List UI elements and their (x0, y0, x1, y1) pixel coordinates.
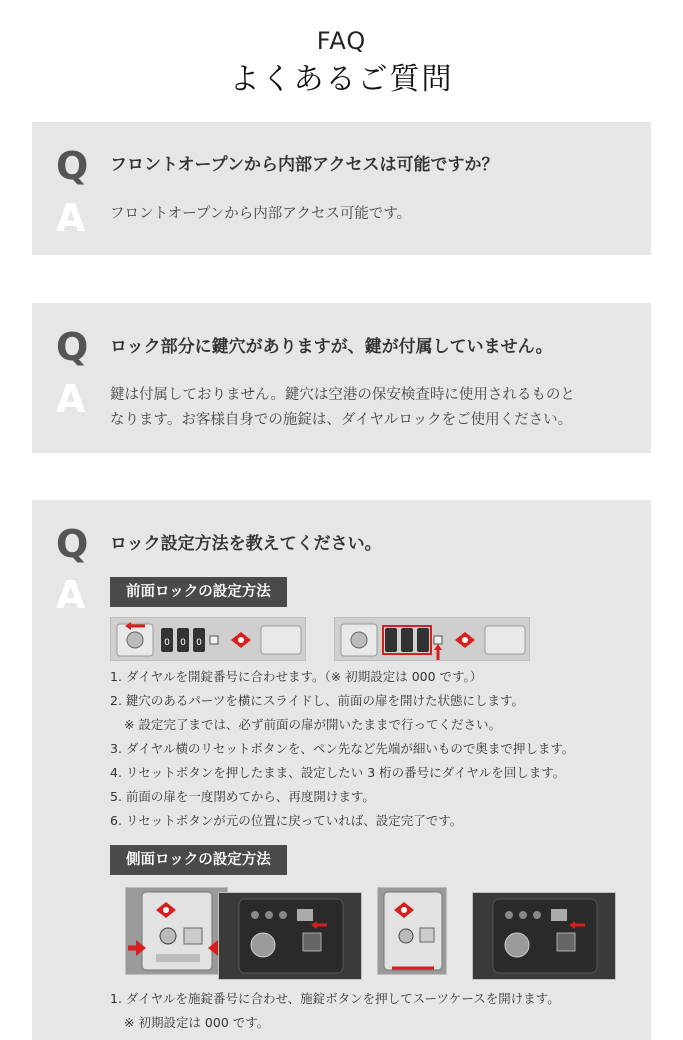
dial-digit: 0 (196, 638, 202, 648)
question-text: ロック部分に鍵穴がありますが、鍵が付属していません。 (110, 337, 553, 357)
front-lock-photo-1 (110, 617, 306, 661)
side-lock-photo-2 (218, 892, 362, 980)
answer-line: 鍵は付属しておりません。鍵穴は空港の保安検査時に使用されるものと (110, 387, 575, 403)
front-lock-steps (110, 665, 640, 833)
side-lock-steps (110, 987, 640, 1035)
faq-card-3 (32, 500, 651, 1040)
answer-line: なります。お客様自身での施錠は、ダイヤルロックをご使用ください。 (110, 412, 573, 428)
step-item: 1. ダイヤルを施錠番号に合わせ、施錠ボタンを押してスーツケースを開けます。 (110, 991, 560, 1006)
front-lock-label: 前面ロックの設定方法 (110, 577, 287, 607)
q-letter: Q (56, 325, 89, 369)
side-lock-label: 側面ロックの設定方法 (110, 845, 287, 875)
step-item: 2. 鍵穴のあるパーツを横にスライドし、前面の扉を開けた状態にします。 (110, 693, 525, 708)
question-text: フロントオープンから内部アクセスは可能ですか？ (110, 155, 499, 175)
q-letter: Q (56, 522, 89, 566)
side-lock-photo-4 (472, 892, 616, 980)
faq-title-en: FAQ (316, 27, 367, 55)
faq-card-1 (32, 122, 651, 255)
answer-text (110, 383, 630, 433)
dial-digit: 0 (180, 638, 186, 648)
dial-digit: 0 (164, 638, 170, 648)
a-letter: A (56, 196, 86, 240)
a-letter: A (56, 377, 86, 421)
faq-header (0, 0, 683, 96)
step-note: ※ 設定完了までは、必ず前面の扉が開いたままで行ってください。 (124, 717, 501, 732)
step-item: 4. リセットボタンを押したまま、設定したい 3 桁の番号にダイヤルを回します。 (110, 765, 566, 780)
question-text: ロック設定方法を教えてください。 (110, 534, 382, 554)
answer-text: フロントオープンから内部アクセス可能です。 (110, 206, 412, 222)
front-lock-photo-2 (334, 617, 530, 661)
side-lock-photo-1 (125, 887, 228, 975)
side-lock-photo-3 (377, 887, 447, 975)
step-item: 5. 前面の扉を一度閉めてから、再度開けます。 (110, 789, 375, 804)
step-item: 6. リセットボタンが元の位置に戻っていれば、設定完了です。 (110, 813, 463, 828)
step-item: 1. ダイヤルを開錠番号に合わせます。（※ 初期設定は 000 です。） (110, 669, 483, 684)
step-item: 3. ダイヤル横のリセットボタンを、ペン先など先端が細いもので奥まで押します。 (110, 741, 575, 756)
step-note: ※ 初期設定は 000 です。 (124, 1015, 270, 1030)
a-letter: A (56, 573, 86, 617)
q-letter: Q (56, 144, 89, 188)
faq-title-jp: よくあるご質問 (229, 62, 454, 97)
faq-card-2 (32, 303, 651, 453)
